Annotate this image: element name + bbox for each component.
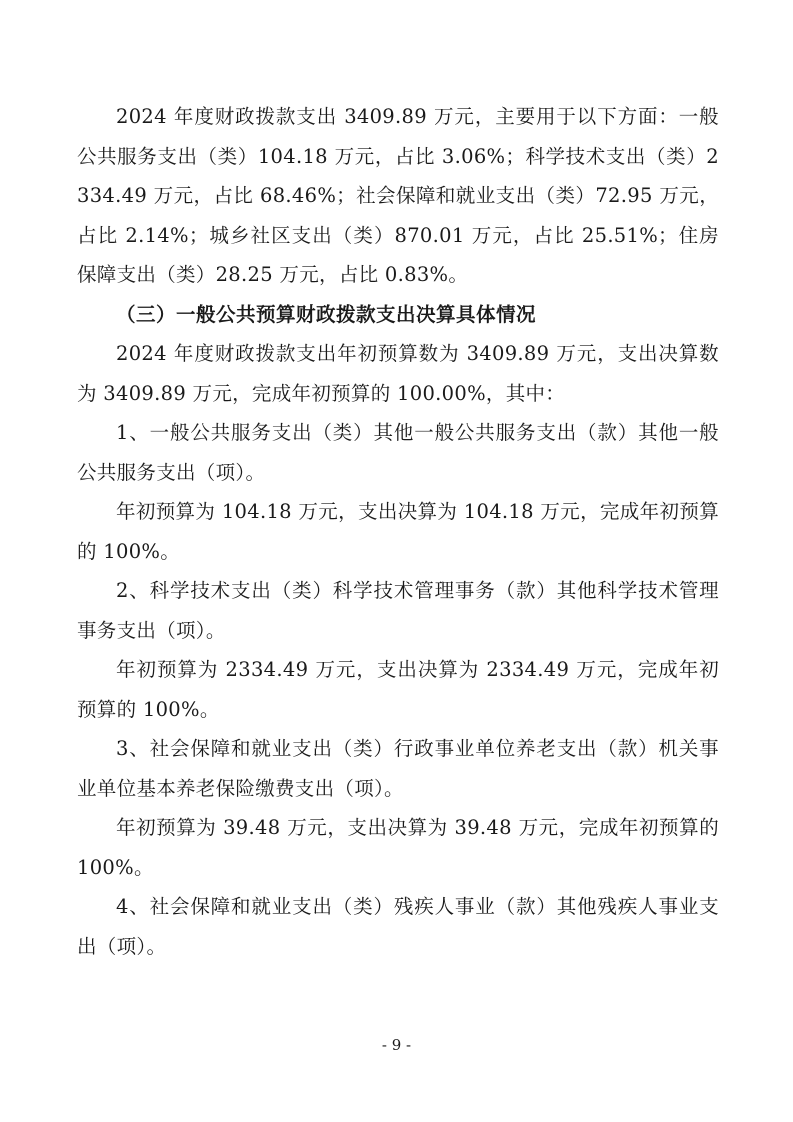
paragraph-item-4-title: 4、社会保障和就业支出（类）残疾人事业（款）其他残疾人事业支出（项）。 [77,895,719,958]
section-heading-3: （三）一般公共预算财政拨款支出决算具体情况 [116,302,537,326]
paragraph-item-2-title: 2、科学技术支出（类）科学技术管理事务（款）其他科学技术管理事务支出（项）。 [77,579,719,642]
paragraph-item-1-detail: 年初预算为 104.18 万元，支出决算为 104.18 万元，完成年初预算的 100%。 [77,500,719,563]
page-number: - 9 - [381,1036,412,1054]
paragraph-item-3-title: 3、社会保障和就业支出（类）行政事业单位养老支出（款）机关事业单位基本养老保险缴费支出（项）。 [77,737,719,800]
paragraph-item-2-detail: 年初预算为 2334.49 万元，支出决算为 2334.49 万元，完成年初预算的 100%。 [77,658,719,721]
paragraph-expenditure-summary: 2024 年度财政拨款支出 3409.89 万元，主要用于以下方面：一般公共服务支出（类）104.18 万元，占比 3.06%；科学技术支出（类）2334.49 万元，占比 68.46%；社会保障和就业支出（类）72.95 万元，占比 2.14%；城乡社区支出（类）870.01 万元，占比 25.51%；住房保障支出（类）28.25 万元，占比 0.83%。 [77,105,719,286]
document-body [77,97,719,966]
paragraph-budget-overview: 2024 年度财政拨款支出年初预算数为 3409.89 万元，支出决算数为 3409.89 万元，完成年初预算的 100.00%，其中： [77,342,719,405]
paragraph-item-3-detail: 年初预算为 39.48 万元，支出决算为 39.48 万元，完成年初预算的 100%。 [77,816,719,879]
paragraph-item-1-title: 1、一般公共服务支出（类）其他一般公共服务支出（款）其他一般公共服务支出（项）。 [77,421,719,484]
